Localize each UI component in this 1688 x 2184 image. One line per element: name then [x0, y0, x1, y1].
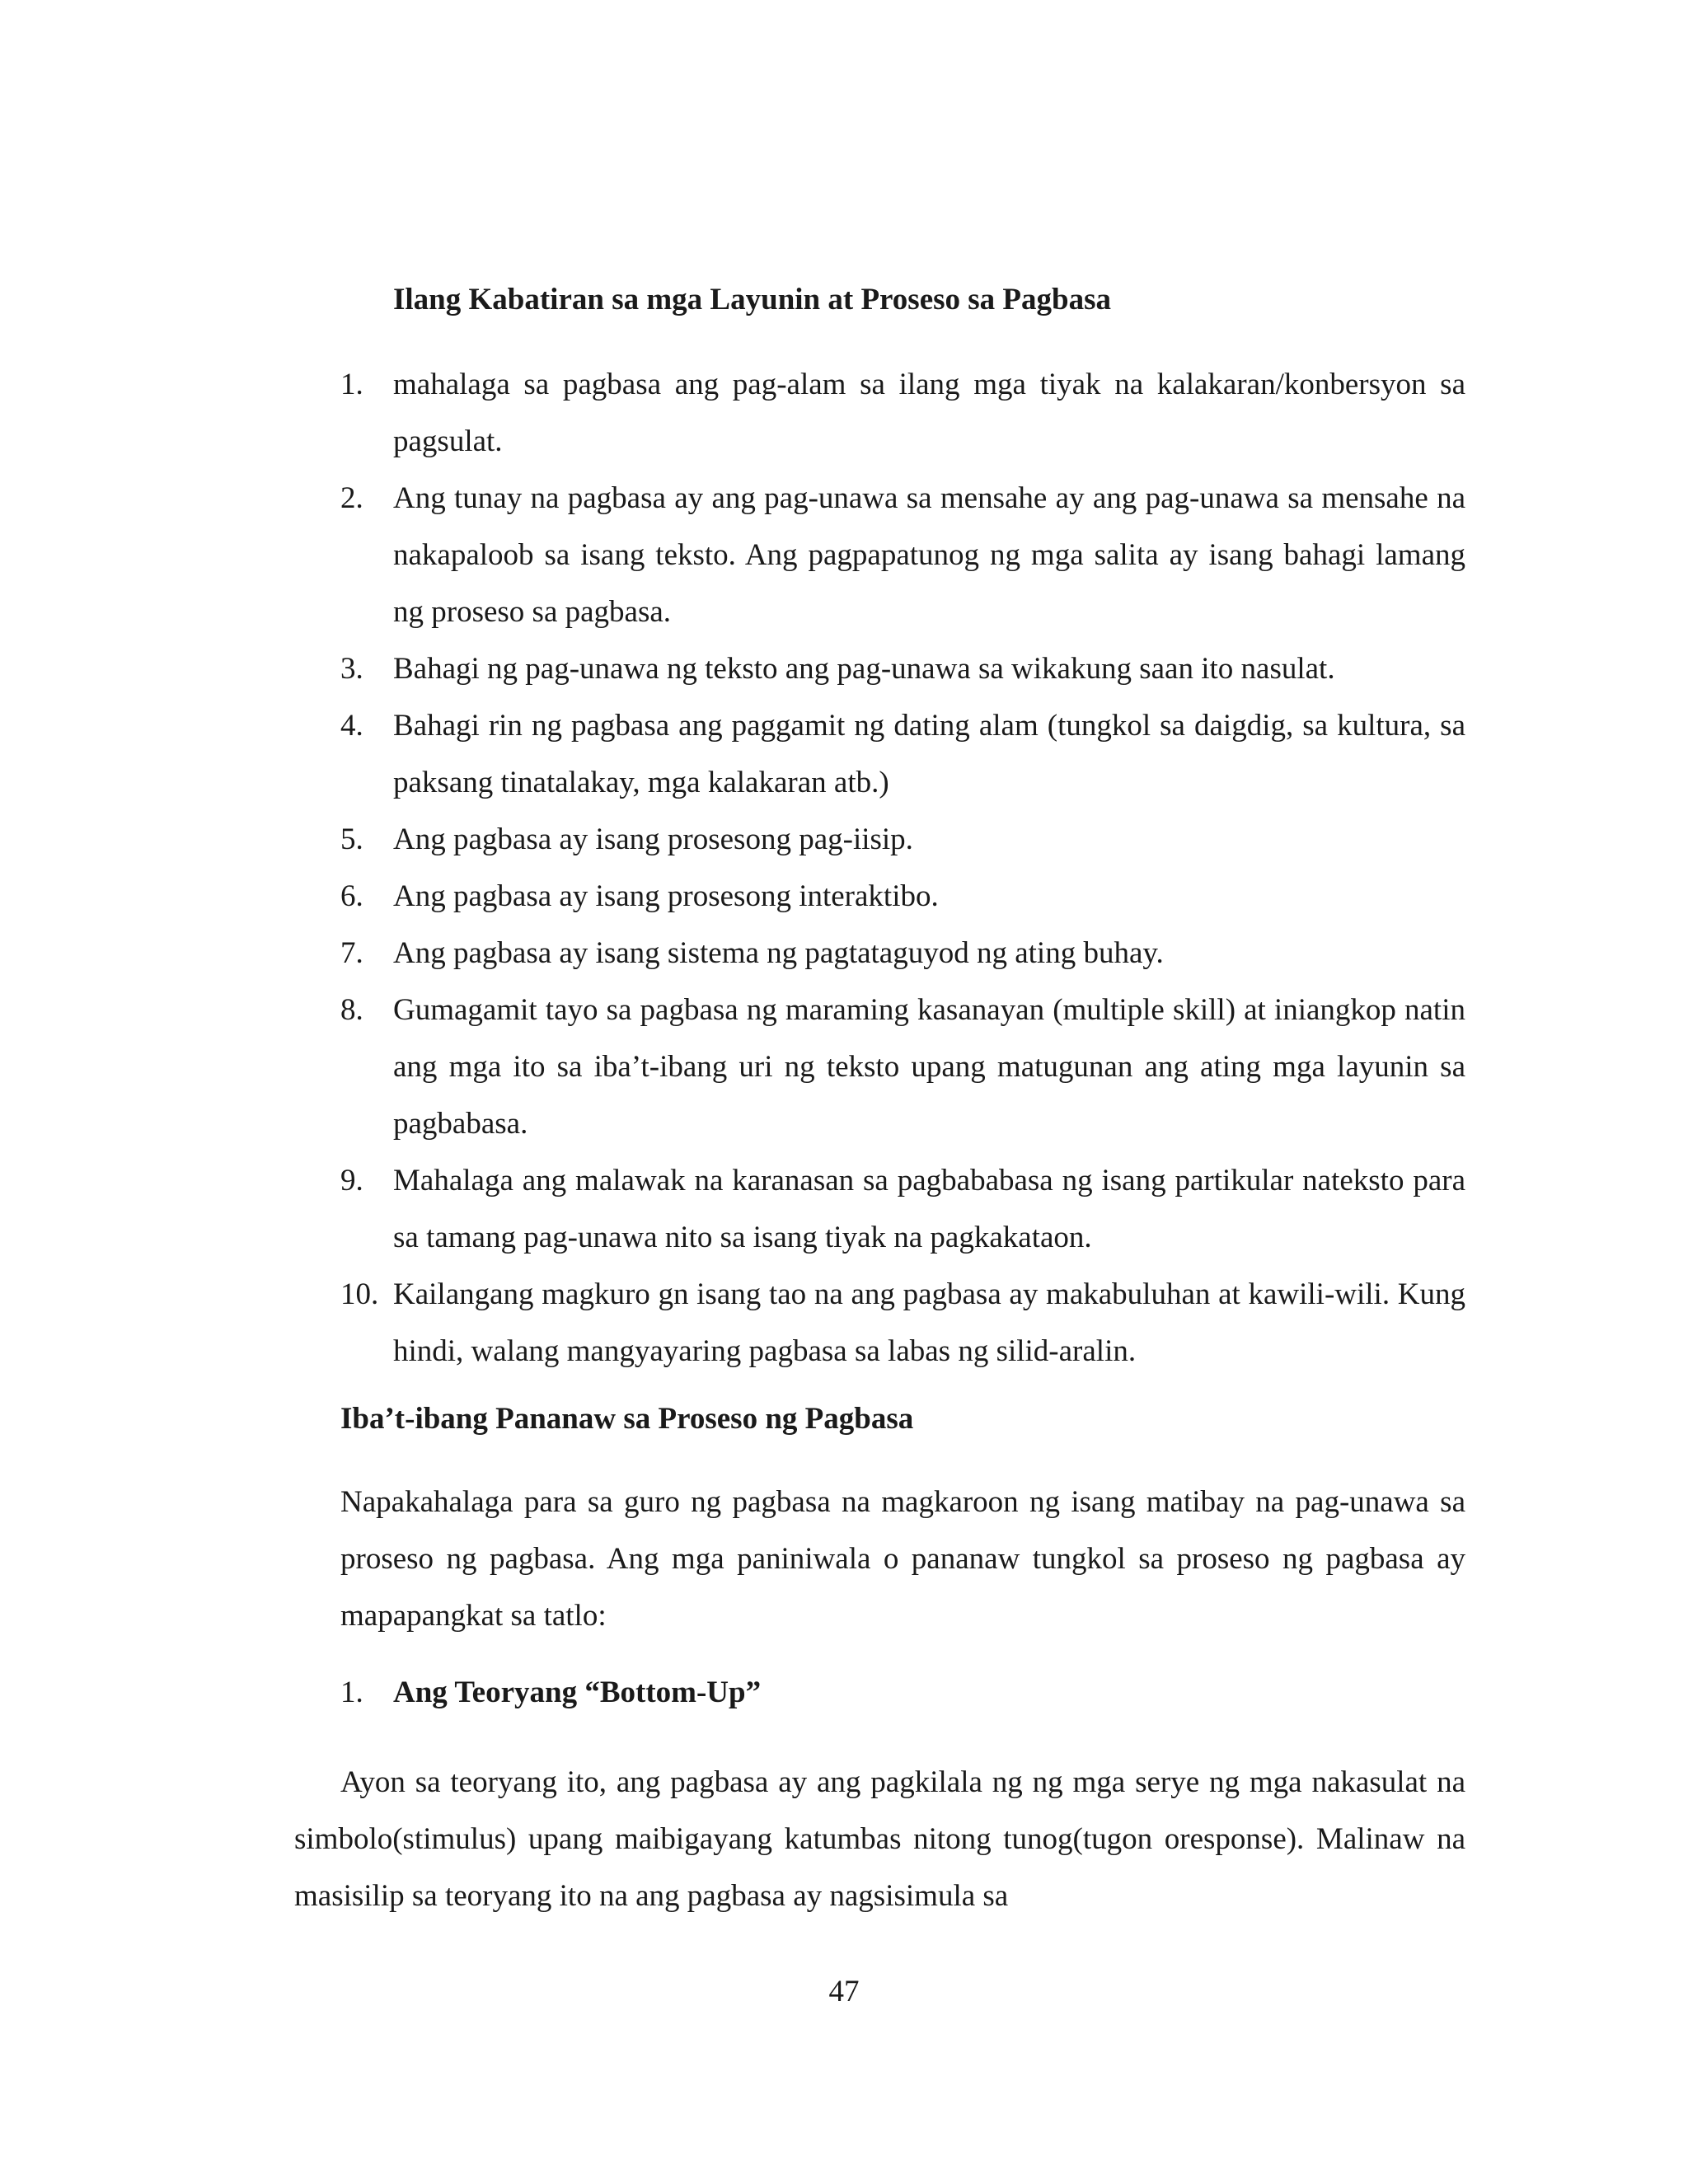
list-number: 8.: [340, 993, 363, 1027]
list-item: [340, 697, 1465, 811]
list-number: 10.: [340, 1277, 379, 1311]
list-text: mahalaga sa pagbasa ang pag-alam sa ilang mga tiyak na kalakaran/konbersyon sa pagsulat.: [393, 368, 1465, 458]
list-number: 7.: [340, 936, 363, 970]
list-text: Ang tunay na pagbasa ay ang pag-unawa sa mensahe ay ang pag-unawa sa mensahe na nakapaloob sa isang teksto. Ang pagpapatunog ng mga salita ay isang bahagi lamang ng proseso sa pagbasa.: [393, 481, 1465, 629]
list-number: 6.: [340, 879, 363, 913]
list-item: [340, 811, 1465, 868]
list-number: 5.: [340, 823, 363, 856]
list-text: Gumagamit tayo sa pagbasa ng maraming kasanayan (multiple skill) at iniangkop natin ang mga ito sa iba’t-ibang uri ng teksto upang matugunan ang ating mga layunin sa pagbabasa.: [393, 993, 1465, 1141]
list-item: [340, 1152, 1465, 1266]
list-text: Bahagi rin ng pagbasa ang paggamit ng dating alam (tungkol sa daigdig, sa kultura, sa paksang tinatalakay, mga kalakaran atb.): [393, 709, 1465, 799]
section-heading-pananaw: Iba’t-ibang Pananaw sa Proseso ng Pagbasa: [340, 1402, 914, 1436]
list-item: [340, 982, 1465, 1152]
list-item: [340, 1266, 1465, 1380]
subheading-text: Ang Teoryang “Bottom-Up”: [393, 1675, 762, 1709]
list-text: Ang pagbasa ay isang prosesong interaktibo.: [393, 879, 939, 913]
list-number: 3.: [340, 652, 363, 686]
list-item: [340, 868, 1465, 925]
list-number: 1.: [340, 368, 363, 401]
paragraph-bottom-up: Ayon sa teoryang ito, ang pagbasa ay ang pagkilala ng ng mga serye ng mga nakasulat na simbolo(stimulus) upang maibigayang katumbas nitong tunog(tugon oresponse). Malinaw na masisilip sa teoryang ito na ang pagbasa ay nagsisimula sa: [294, 1765, 1465, 1913]
list-text: Ang pagbasa ay isang sistema ng pagtataguyod ng ating buhay.: [393, 936, 1164, 970]
list-item: [340, 925, 1465, 982]
list-item: [340, 356, 1465, 470]
list-item: [340, 470, 1465, 640]
list-text: Kailangang magkuro gn isang tao na ang pagbasa ay makabuluhan at kawili-wili. Kung hindi, walang mangyayaring pagbasa sa labas ng silid-aralin.: [393, 1277, 1465, 1368]
page-number: 47: [828, 1975, 860, 2008]
list-number: 4.: [340, 709, 363, 743]
list-item: [340, 640, 1465, 697]
list-text: Ang pagbasa ay isang prosesong pag-iisip.: [393, 823, 913, 856]
list-text: Mahalaga ang malawak na karanasan sa pagbababasa ng isang partikular nateksto para sa tamang pag-unawa nito sa isang tiyak na pagkakataon.: [393, 1164, 1465, 1254]
subheading-bottom-up: [340, 1675, 761, 1710]
list-number: 9.: [340, 1164, 363, 1197]
kabatiran-list: [340, 356, 1465, 1380]
subheading-number: 1.: [340, 1675, 363, 1709]
section-heading-kabatiran: Ilang Kabatiran sa mga Layunin at Proseso sa Pagbasa: [393, 283, 1111, 316]
paragraph-intro: Napakahalaga para sa guro ng pagbasa na magkaroon ng isang matibay na pag-unawa sa proseso ng pagbasa. Ang mga paniniwala o pananaw tungkol sa proseso ng pagbasa ay mapapangkat sa tatlo:: [340, 1485, 1465, 1633]
list-number: 2.: [340, 481, 363, 515]
list-text: Bahagi ng pag-unawa ng teksto ang pag-unawa sa wikakung saan ito nasulat.: [393, 652, 1335, 686]
